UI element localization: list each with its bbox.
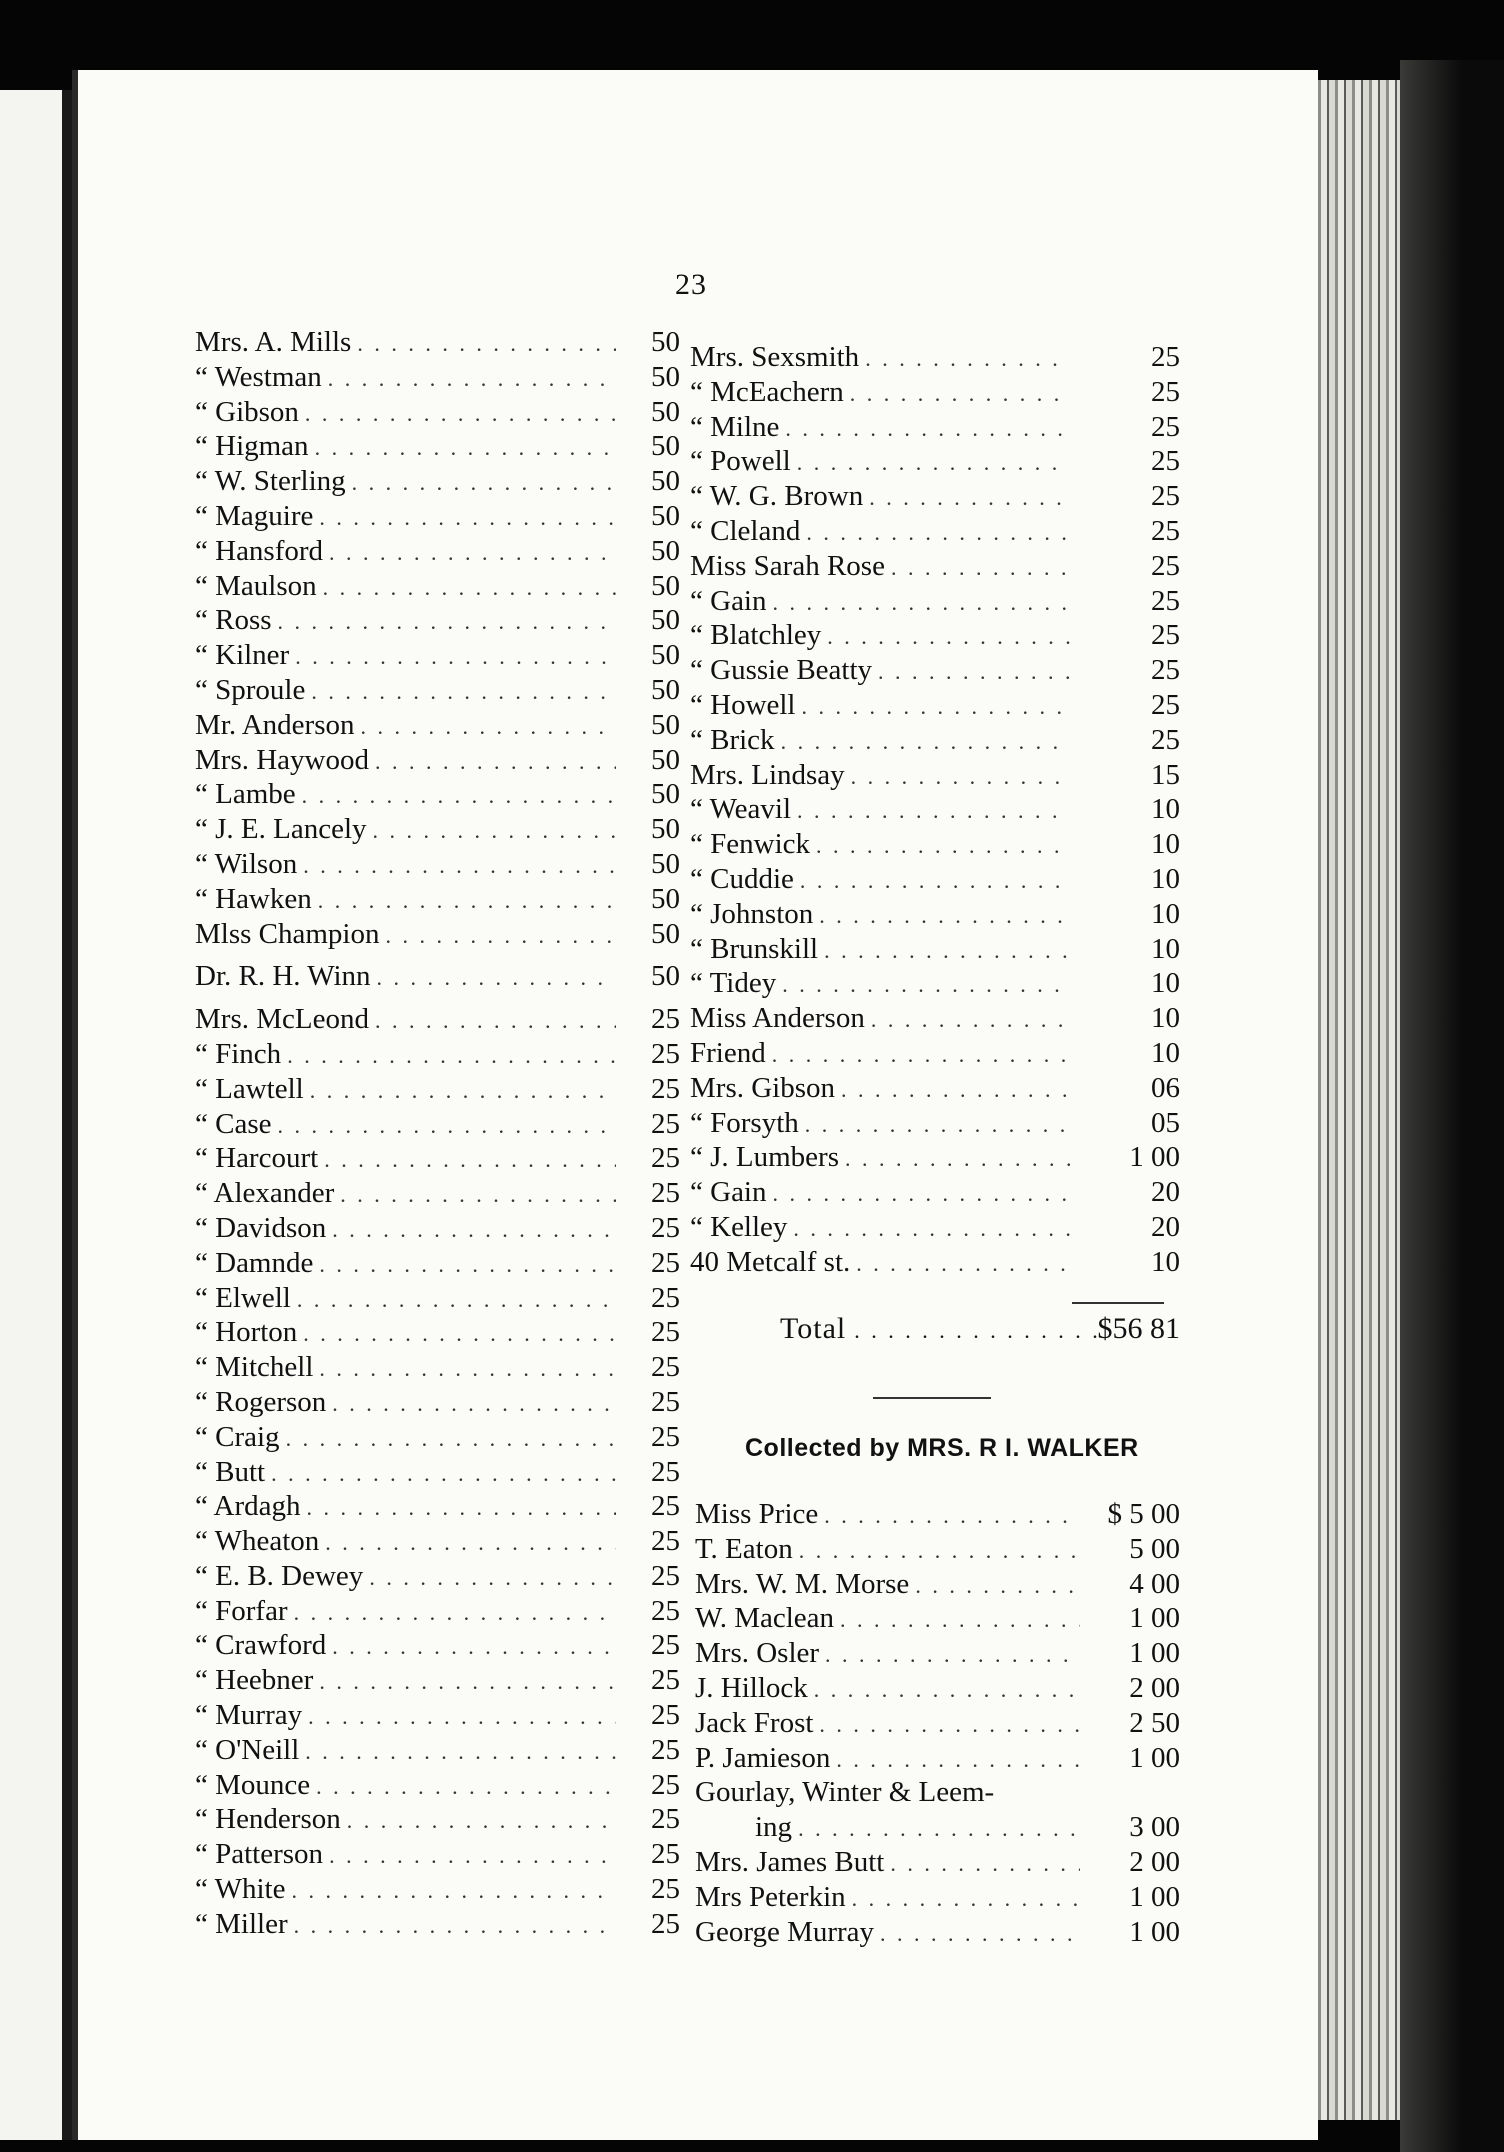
list-item: “ Westman . . . 50: [195, 360, 680, 395]
list-item: “ Hansford . . . 50: [195, 534, 680, 569]
list-item: “ Howell . . . 25: [690, 688, 1180, 723]
list-item: “ J. Lumbers . . . 1 00: [690, 1140, 1180, 1175]
list-item: “ Brunskill . . . 10: [690, 932, 1180, 967]
list-item: “ Mounce . . . 25: [195, 1768, 680, 1803]
section-heading: Collected by MRS. R I. WALKER: [745, 1434, 1139, 1462]
list-item: Friend . . . 10: [690, 1036, 1180, 1071]
list-item: Mrs Peterkin . . . 1 00: [695, 1880, 1180, 1915]
list-item: “ Gain . . . 20: [690, 1175, 1180, 1210]
list-item: “ Gain . . . 25: [690, 584, 1180, 619]
list-item: “ Gussie Beatty . . . 25: [690, 653, 1180, 688]
list-item: “ Wheaton . . . 25: [195, 1524, 680, 1559]
walker-donor-list: [695, 1497, 1180, 1949]
list-item: “ Kelley . . . 20: [690, 1210, 1180, 1245]
list-item: “ E. B. Dewey . . . 25: [195, 1559, 680, 1594]
list-item: Mrs. Lindsay . . . 15: [690, 758, 1180, 793]
list-item: George Murray . . . 1 00: [695, 1915, 1180, 1950]
list-item: “ O'Neill . . . 25: [195, 1733, 680, 1768]
list-item: “ Forsyth . . . 05: [690, 1106, 1180, 1141]
list-item: “ Powell . . . 25: [690, 444, 1180, 479]
list-item: Jack Frost . . . 2 50: [695, 1706, 1180, 1741]
list-item: “ Wilson . . . 50: [195, 847, 680, 882]
list-item: “ Weavil . . . 10: [690, 792, 1180, 827]
list-item: “ Craig . . . 25: [195, 1420, 680, 1455]
list-item: “ Gibson . . . 50: [195, 395, 680, 430]
list-item: Miss Anderson . . . 10: [690, 1001, 1180, 1036]
list-item: “ Blatchley . . . 25: [690, 618, 1180, 653]
list-item: T. Eaton . . . 5 00: [695, 1532, 1180, 1567]
list-item: J. Hillock . . . 2 00: [695, 1671, 1180, 1706]
list-item: “ Butt . . . 25: [195, 1455, 680, 1490]
page-number: 23: [675, 268, 707, 301]
list-item: “ Rogerson . . . 25: [195, 1385, 680, 1420]
list-item: “ Damnde . . . 25: [195, 1246, 680, 1281]
list-item: “ Higman . . . 50: [195, 429, 680, 464]
list-item: “ Milne . . . 25: [690, 410, 1180, 445]
list-item: “ Mitchell . . . 25: [195, 1350, 680, 1385]
list-item: Gourlay, Winter & Leem-: [695, 1776, 995, 1809]
list-item: Mrs. W. M. Morse . . . 4 00: [695, 1567, 1180, 1602]
list-item: “ Tidey . . . 10: [690, 966, 1180, 1001]
list-item: “ J. E. Lancely . . . 50: [195, 812, 680, 847]
list-item: “ W. Sterling . . . 50: [195, 464, 680, 499]
list-item: “ Murray . . . 25: [195, 1698, 680, 1733]
list-item: “ Ardagh . . . 25: [195, 1489, 680, 1524]
list-item: “ Ross . . . 50: [195, 603, 680, 638]
section-divider: [873, 1397, 991, 1399]
list-item: “ Cleland . . . 25: [690, 514, 1180, 549]
list-item: “ McEachern . . . 25: [690, 375, 1180, 410]
list-item: Miss Price . . . $ 5 00: [695, 1497, 1180, 1532]
total-row: [780, 1312, 1180, 1346]
list-item: “ Forfar . . . 25: [195, 1594, 680, 1629]
list-item: W. Maclean . . . 1 00: [695, 1601, 1180, 1636]
list-item: Mrs. Gibson . . . 06: [690, 1071, 1180, 1106]
list-item: “ Henderson . . . 25: [195, 1802, 680, 1837]
list-item: “ Lambe . . . 50: [195, 777, 680, 812]
list-item: “ White . . . 25: [195, 1872, 680, 1907]
list-item: “ Harcourt . . . 25: [195, 1141, 680, 1176]
total-amount: $56 81: [1097, 1312, 1180, 1345]
list-item: Mlss Champion . . . 50: [195, 917, 680, 952]
list-item: Mrs. A. Mills . . . 50: [195, 325, 680, 360]
list-item: Mrs. Osler . . . 1 00: [695, 1636, 1180, 1671]
list-item: “ Fenwick . . . 10: [690, 827, 1180, 862]
list-item: Miss Sarah Rose . . . 25: [690, 549, 1180, 584]
list-item: “ Kilner . . . 50: [195, 638, 680, 673]
list-item: “ Brick . . . 25: [690, 723, 1180, 758]
left-donor-list: [195, 325, 680, 1942]
list-item: “ Crawford . . . 25: [195, 1628, 680, 1663]
list-item: Dr. R. H. Winn . . . 50: [195, 959, 680, 994]
list-item: “ Maguire . . . 50: [195, 499, 680, 534]
list-item: “ Lawtell . . . 25: [195, 1072, 680, 1107]
list-item: “ Cuddie . . . 10: [690, 862, 1180, 897]
list-item: “ Hawken . . . 50: [195, 882, 680, 917]
list-item: “ Alexander . . . 25: [195, 1176, 680, 1211]
list-item: Mrs. Haywood . . . 50: [195, 743, 680, 778]
list-item: Mrs. Sexsmith . . . 25: [690, 340, 1180, 375]
list-item: 40 Metcalf st. . . . 10: [690, 1245, 1180, 1280]
list-item: “ Sproule . . . 50: [195, 673, 680, 708]
list-item: “ Finch . . . 25: [195, 1037, 680, 1072]
list-item: “ Davidson . . . 25: [195, 1211, 680, 1246]
list-item: ing . . . 3 00: [695, 1810, 1180, 1845]
list-item: “ Horton . . . 25: [195, 1315, 680, 1350]
list-item: “ Maulson . . . 50: [195, 569, 680, 604]
list-item: Mr. Anderson . . . 50: [195, 708, 680, 743]
list-item: “ Case . . . 25: [195, 1107, 680, 1142]
total-rule: [1072, 1302, 1164, 1304]
right-donor-list: [690, 340, 1180, 1280]
list-item: Mrs. James Butt . . . 2 00: [695, 1845, 1180, 1880]
list-item: “ Elwell . . . 25: [195, 1281, 680, 1316]
facing-page-edge: [0, 90, 72, 2140]
list-item: Mrs. McLeond . . . 25: [195, 1002, 680, 1037]
list-item: “ Heebner . . . 25: [195, 1663, 680, 1698]
book-cover-edge: [1400, 60, 1504, 2152]
list-item: “ Johnston . . . 10: [690, 897, 1180, 932]
list-item: P. Jamieson . . . 1 00: [695, 1741, 1180, 1776]
list-item: “ W. G. Brown . . . 25: [690, 479, 1180, 514]
list-item: “ Miller . . . 25: [195, 1907, 680, 1942]
list-item: “ Patterson . . . 25: [195, 1837, 680, 1872]
total-label: Total: [780, 1312, 847, 1345]
